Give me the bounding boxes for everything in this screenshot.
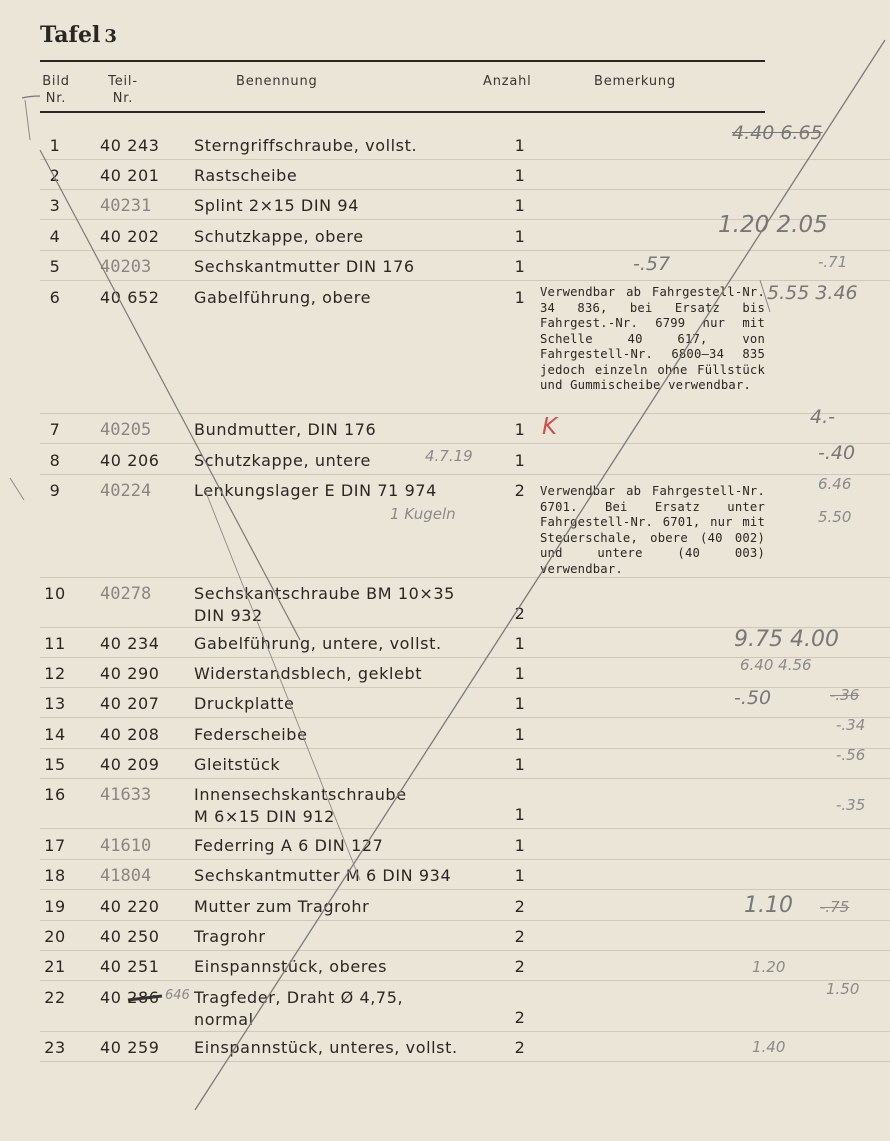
teil-nr: 41633 [100, 785, 152, 805]
benennung [194, 196, 359, 216]
teil-nr: 40 208 [100, 725, 160, 744]
row-divider [40, 889, 890, 890]
bild-nr: 15 [44, 755, 66, 774]
teil-nr: 41610 [100, 836, 152, 856]
bild-nr: 17 [44, 836, 66, 855]
hw-price-13b: -.36 [830, 686, 860, 704]
benennung [194, 836, 383, 856]
table-row [0, 578, 890, 628]
table-row [0, 830, 890, 860]
benennung [194, 136, 417, 156]
header-bild-nr: Nr. [45, 91, 67, 106]
hw-price-7: 4.- [810, 406, 835, 428]
anzahl: 1 [514, 664, 526, 683]
benennung-line: Sechskantschraube BM 10×35 [194, 584, 455, 603]
hw-price-23: 1.40 [752, 1038, 786, 1056]
benennung-line: Widerstandsblech, geklebt [194, 664, 423, 683]
bild-nr: 18 [44, 866, 66, 885]
hw-mark-7: K [542, 414, 558, 440]
title-label: Tafel [40, 22, 101, 48]
benennung [194, 866, 451, 886]
benennung-line: Schutzkappe, untere [194, 451, 371, 470]
bild-nr: 19 [44, 897, 66, 916]
teil-nr: 40 243 [100, 136, 160, 155]
bild-nr: 10 [44, 584, 66, 603]
bild-nr: 23 [44, 1038, 66, 1057]
benennung-line: Innensechskantschraube [194, 785, 407, 804]
teil-nr: 40278 [100, 584, 152, 604]
bild-nr: 8 [49, 451, 61, 470]
benennung-line: Gleitstück [194, 755, 281, 774]
bild-nr: 16 [44, 785, 66, 804]
anzahl: 1 [514, 196, 526, 215]
benennung-line: Federscheibe [194, 725, 308, 744]
hw-price-12: 6.40 4.56 [740, 656, 812, 674]
anzahl: 1 [514, 451, 526, 470]
hw-price-19a: 1.10 [744, 893, 793, 918]
bild-nr: 7 [49, 420, 61, 439]
benennung-line: M 6×15 DIN 912 [194, 807, 335, 826]
note-row-9: Verwendbar ab Fahrgestell-Nr. 6701. Bei Ersatz unter Fahrgestell-Nr. 6701, nur mit Steuerschale, obere (40 002) und untere (40 003) verwendbar. [540, 484, 765, 576]
table-row [0, 749, 890, 779]
row-divider [40, 443, 890, 444]
table-row [0, 982, 890, 1032]
header-teil-nr: Nr. [112, 91, 134, 106]
teil-nr: 40231 [100, 196, 152, 216]
benennung-line: Sechskantmutter DIN 176 [194, 257, 415, 276]
teil-nr: 40 290 [100, 664, 160, 683]
anzahl: 1 [514, 136, 526, 155]
benennung [194, 166, 297, 186]
bild-nr: 13 [44, 694, 66, 713]
benennung-line: Schutzkappe, obere [194, 227, 364, 246]
anzahl: 1 [514, 227, 526, 246]
benennung [194, 257, 415, 277]
hw-price-14: -.34 [836, 716, 866, 734]
bild-nr: 6 [49, 288, 61, 307]
benennung-line: Mutter zum Tragrohr [194, 897, 370, 916]
benennung [194, 927, 266, 947]
teil-nr: 40 201 [100, 166, 160, 185]
hw-partnum-22: 646 [165, 988, 190, 1003]
benennung-line: Federring A 6 DIN 127 [194, 836, 384, 855]
hw-price-4: 1.20 2.05 [718, 212, 828, 238]
teil-nr: 40 207 [100, 694, 160, 713]
header-top-rule [40, 60, 765, 62]
benennung [194, 785, 407, 827]
benennung-line: Tragfeder, Draht Ø 4,75, [194, 988, 404, 1007]
teil-nr: 40 251 [100, 957, 160, 976]
bild-nr: 21 [44, 957, 66, 976]
teil-nr: 40 259 [100, 1038, 160, 1057]
anzahl: 2 [514, 1038, 526, 1057]
anzahl: 1 [514, 805, 526, 824]
benennung [194, 420, 376, 440]
bild-nr: 20 [44, 927, 66, 946]
teil-nr: 40 234 [100, 634, 160, 653]
hw-price-9b: 5.50 [818, 508, 852, 526]
teil-nr: 40205 [100, 420, 152, 440]
anzahl: 2 [514, 897, 526, 916]
hw-price-5b: -.71 [818, 253, 848, 271]
hw-price-8: -.40 [818, 442, 856, 464]
bild-nr: 1 [49, 136, 61, 155]
header-bild-label: Bild [42, 74, 70, 89]
benennung-line: Lenkungslager E DIN 71 974 [194, 481, 437, 500]
header-bild [34, 73, 78, 107]
benennung-line: Splint 2×15 DIN 94 [194, 196, 359, 215]
benennung [194, 451, 371, 471]
anzahl: 1 [514, 166, 526, 185]
bild-nr: 14 [44, 725, 66, 744]
benennung [194, 897, 369, 917]
page-title [40, 22, 117, 48]
teil-nr: 40 652 [100, 288, 160, 307]
bild-nr: 11 [44, 634, 66, 653]
anzahl: 1 [514, 836, 526, 855]
bild-nr: 4 [49, 227, 61, 246]
header-anzahl: Anzahl [483, 74, 532, 89]
benennung [194, 664, 422, 684]
hw-price-21: 1.20 [752, 958, 786, 976]
anzahl: 1 [514, 694, 526, 713]
hw-price-1: 4.40 6.65 [732, 122, 823, 144]
benennung [194, 957, 387, 977]
row-divider [40, 980, 890, 981]
teil-nr: 40 220 [100, 897, 160, 916]
note-row-6: Verwendbar ab Fahrgestell-Nr. 34 836, bei Ersatz bis Fahrgest.-Nr. 6799 nur mit Schelle 40 617, von Fahrgestell-Nr. 6800—34 835 jedoch einzeln ohne Füllstück und Gummischeibe verwendbar. [540, 285, 765, 392]
benennung [194, 725, 308, 745]
benennung-line: Rastscheibe [194, 166, 298, 185]
benennung [194, 755, 280, 775]
table-row [0, 719, 890, 749]
teil-nr: 40 250 [100, 927, 160, 946]
anzahl: 2 [514, 957, 526, 976]
hw-price-16: -.35 [836, 796, 866, 814]
benennung-line: Einspannstück, oberes [194, 957, 388, 976]
benennung [194, 634, 442, 654]
anzahl: 1 [514, 866, 526, 885]
benennung [194, 481, 437, 501]
table-row [0, 779, 890, 829]
benennung-line: DIN 932 [194, 606, 263, 625]
benennung-line: Gabelführung, untere, vollst. [194, 634, 442, 653]
benennung [194, 288, 371, 308]
benennung-line: Tragrohr [194, 927, 266, 946]
anzahl: 2 [514, 927, 526, 946]
row-divider [40, 717, 890, 718]
anzahl: 1 [514, 634, 526, 653]
row-divider [40, 280, 890, 281]
hw-price-15: -.56 [836, 746, 866, 764]
header-bottom-rule [40, 111, 765, 113]
hw-price-9: 6.46 [818, 475, 852, 493]
teil-nr: 41804 [100, 866, 152, 886]
teil-nr: 40224 [100, 481, 152, 501]
teil-nr: 40 202 [100, 227, 160, 246]
teil-nr: 40203 [100, 257, 152, 277]
bild-nr: 5 [49, 257, 61, 276]
benennung-line: Druckplatte [194, 694, 295, 713]
table-row [0, 921, 890, 951]
benennung [194, 227, 364, 247]
row-divider [40, 1061, 890, 1062]
bild-nr: 12 [44, 664, 66, 683]
benennung [194, 694, 295, 714]
table-row [0, 160, 890, 190]
anzahl: 2 [514, 604, 526, 623]
header-teil-label: Teil- [108, 74, 138, 89]
benennung [194, 1038, 458, 1058]
hw-date-8: 4.7.19 [425, 447, 473, 465]
anzahl: 2 [514, 1008, 526, 1027]
table-row [0, 414, 890, 444]
benennung-line: Sterngriffschraube, vollst. [194, 136, 418, 155]
anzahl: 2 [514, 481, 526, 500]
hw-price-22: 1.50 [826, 980, 860, 998]
anzahl: 1 [514, 420, 526, 439]
hw-price-5a: -.57 [633, 253, 671, 275]
benennung [194, 988, 403, 1030]
header-benennung: Benennung [236, 74, 318, 89]
row-divider [40, 828, 890, 829]
hw-price-13a: -.50 [734, 687, 772, 709]
bild-nr: 2 [49, 166, 61, 185]
table-row [0, 251, 890, 281]
benennung [194, 584, 455, 626]
title-number: 3 [104, 26, 117, 47]
anzahl: 1 [514, 755, 526, 774]
benennung-line: Sechskantmutter M 6 DIN 934 [194, 866, 452, 885]
hw-note-9: 1 Kugeln [390, 505, 456, 523]
teil-nr: 40 286 [100, 988, 160, 1007]
header-bemerkung: Bemerkung [594, 74, 676, 89]
table-row [0, 860, 890, 890]
benennung-line: Einspannstück, unteres, vollst. [194, 1038, 458, 1057]
hw-price-11: 9.75 4.00 [734, 627, 839, 652]
bild-nr: 3 [49, 196, 61, 215]
hw-price-6: 5.55 3.46 [767, 282, 858, 304]
teil-nr: 40 209 [100, 755, 160, 774]
header-teil [96, 73, 150, 107]
benennung-line: Bundmutter, DIN 176 [194, 420, 377, 439]
anzahl: 1 [514, 257, 526, 276]
bild-nr: 9 [49, 481, 61, 500]
teil-nr: 40 206 [100, 451, 160, 470]
anzahl: 1 [514, 288, 526, 307]
benennung-line: Gabelführung, obere [194, 288, 372, 307]
benennung-line: normal [194, 1010, 254, 1029]
bild-nr: 22 [44, 988, 66, 1007]
anzahl: 1 [514, 725, 526, 744]
hw-price-19b: -.75 [820, 898, 850, 916]
